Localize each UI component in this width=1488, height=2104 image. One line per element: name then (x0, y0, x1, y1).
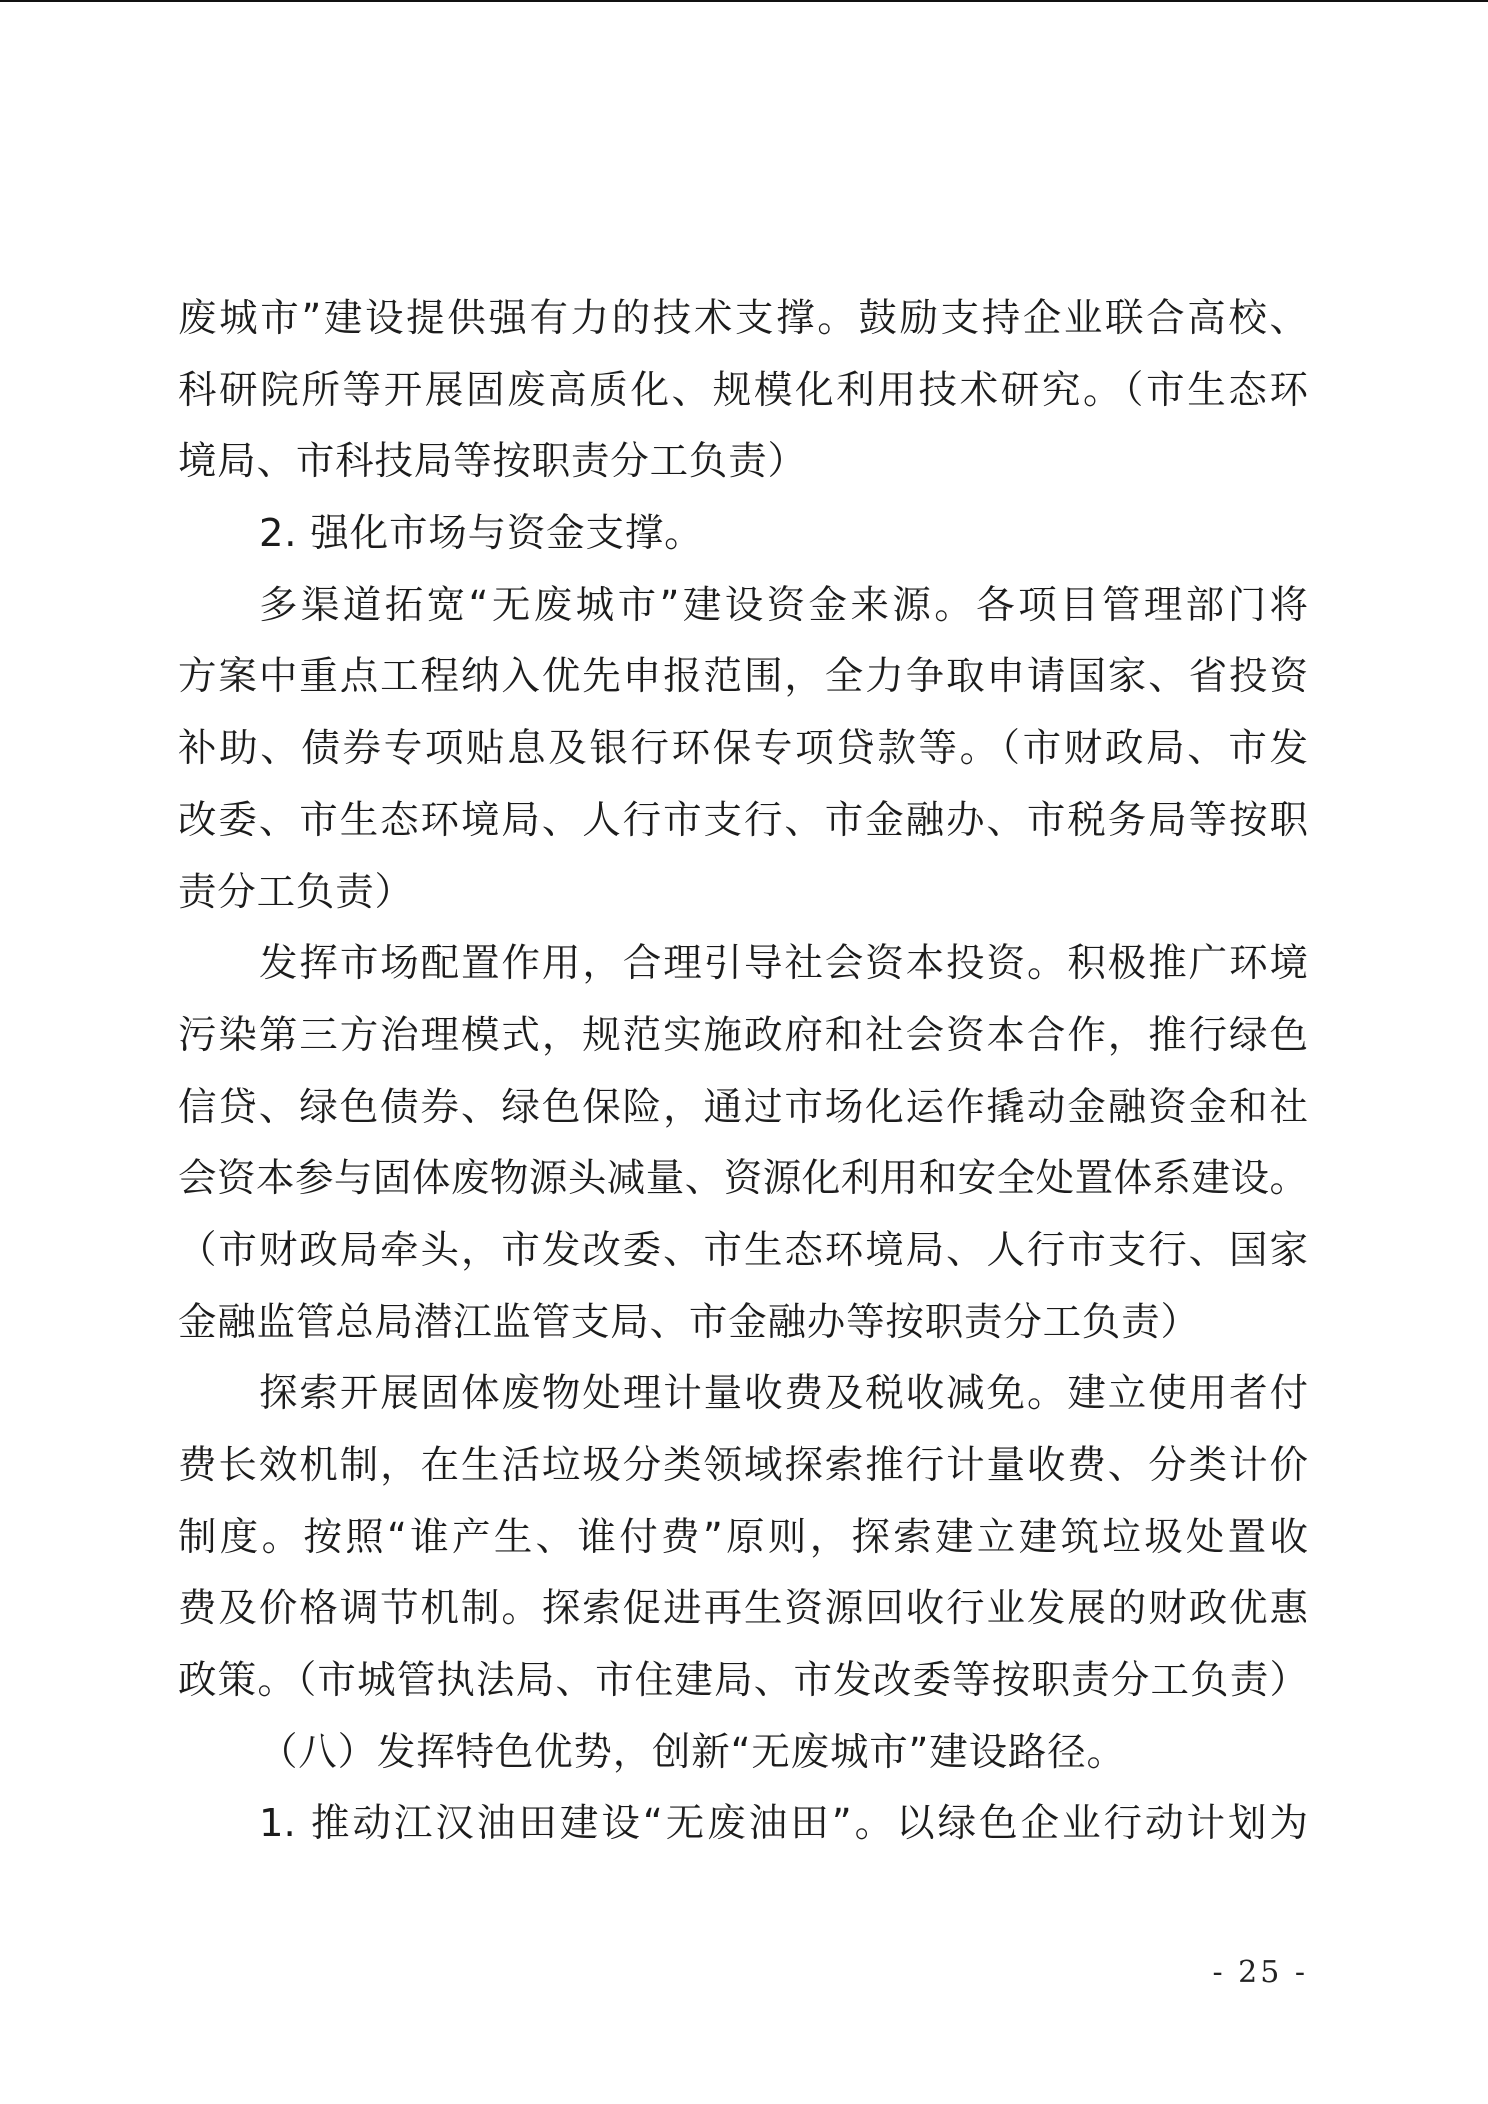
paragraph-metered-charging (178, 1358, 1308, 1716)
text-line: 改委、市生态环境局、人行市支行、市金融办、市税务局等按职 (178, 797, 1308, 843)
paragraph-oilfield (178, 1788, 1308, 1860)
text-line: （市财政局牵头，市发改委、市生态环境局、人行市支行、国家 (178, 1227, 1308, 1273)
text-line: 多渠道拓宽“无废城市”建设资金来源。各项目管理部门将 (259, 582, 1308, 628)
text-line: 废城市”建设提供强有力的技术支撑。鼓励支持企业联合高校、 (178, 296, 1308, 341)
heading-line: （八）发挥特色优势，创新“无废城市”建设路径。 (259, 1729, 1126, 1775)
text-line: 责分工负责） (178, 869, 414, 915)
page-number: - 25 - (1212, 1955, 1308, 1990)
paragraph-funding-sources (178, 570, 1308, 928)
text-line: 信贷、绿色债券、绿色保险，通过市场化运作撬动金融资金和社 (178, 1084, 1308, 1130)
section-heading-eight (178, 1717, 1308, 1789)
heading-line: 2. 强化市场与资金支撑。 (259, 511, 704, 557)
text-line: 金融监管总局潜江监管支局、市金融办等按职责分工负责） (178, 1299, 1200, 1345)
text-line: 1. 推动江汉油田建设“无废油田”。以绿色企业行动计划为 (259, 1801, 1308, 1847)
paragraph-market-allocation (178, 928, 1308, 1358)
page-border-top (0, 0, 1488, 2)
text-line: 探索开展固体废物处理计量收费及税收减免。建立使用者付 (259, 1371, 1308, 1417)
text-line: 发挥市场配置作用，合理引导社会资本投资。积极推广环境 (259, 941, 1308, 987)
text-line: 境局、市科技局等按职责分工负责） (178, 439, 807, 485)
text-line: 费及价格调节机制。探索促进再生资源回收行业发展的财政优惠 (178, 1586, 1308, 1632)
text-line: 政策。（市城管执法局、市住建局、市发改委等按职责分工负责） (178, 1658, 1308, 1704)
text-line: 补助、债券专项贴息及银行环保专项贷款等。（市财政局、市发 (178, 726, 1308, 772)
text-line: 会资本参与固体废物源头减量、资源化利用和安全处置体系建设。 (178, 1156, 1308, 1202)
text-line: 污染第三方治理模式，规范实施政府和社会资本合作，推行绿色 (178, 1012, 1308, 1058)
document-body (178, 283, 1308, 1860)
section-heading-market-funding (178, 498, 1308, 570)
paragraph-continued-tech-support (178, 283, 1308, 498)
text-line: 费长效机制，在生活垃圾分类领域探索推行计量收费、分类计价 (178, 1443, 1308, 1488)
text-line: 科研院所等开展固废高质化、规模化利用技术研究。（市生态环 (178, 367, 1308, 413)
text-line: 方案中重点工程纳入优先申报范围，全力争取申请国家、省投资 (178, 654, 1308, 700)
text-line: 制度。按照“谁产生、谁付费”原则，探索建立建筑垃圾处置收 (178, 1514, 1308, 1560)
